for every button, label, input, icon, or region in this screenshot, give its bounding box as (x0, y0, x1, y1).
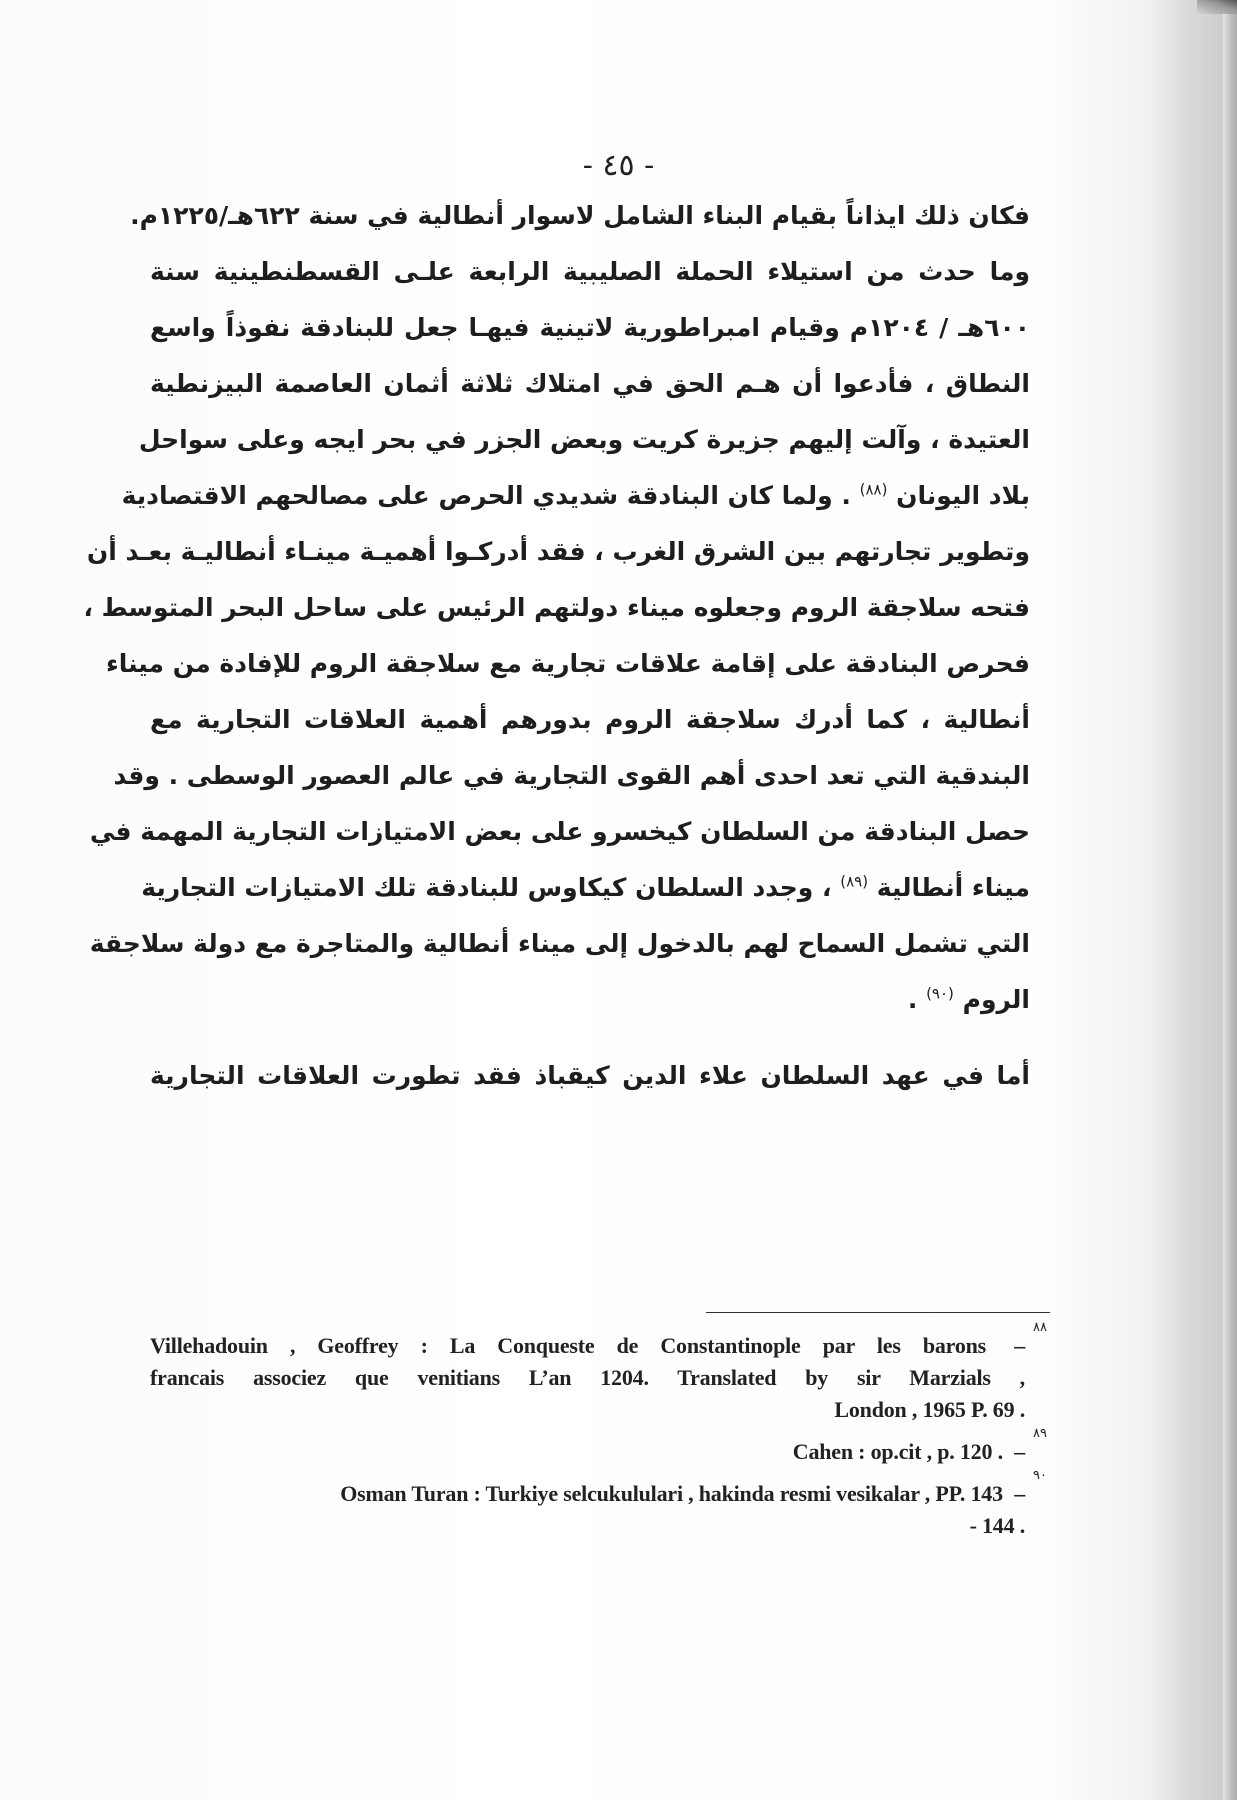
footnote-line: - 144 . (969, 1513, 1025, 1538)
footnote-ref-88[interactable]: (٨٨) (859, 480, 888, 499)
footnote-line: francais associez que venitians L’an 1204. Translated by sir Marzials , (150, 1365, 1025, 1390)
text-line-content: وما حدث من استيلاء الحملة الصليبية الرابعة علـى القسطنطينية سنة (150, 257, 1030, 286)
page-binding-edge (1223, 0, 1237, 1800)
text-line-content: أما في عهد السلطان علاء الدين كيقباذ فقد تطورت العلاقات التجارية (150, 1061, 1030, 1090)
text-line (138, 412, 1030, 468)
text-line (89, 916, 1030, 972)
text-line-content: الروم (962, 985, 1030, 1014)
footnote-number: ٩٠ (1033, 1468, 1047, 1483)
footnote-separator (706, 1312, 1050, 1313)
footnote-line (150, 1478, 1025, 1510)
text-line-content: ٦٠٠هـ / ١٢٠٤م وقيام امبراطورية لاتينية فيهـا جعل للبنادقة نفوذاً واسع (150, 313, 1030, 342)
text-segment (122, 468, 1030, 524)
footnote-dash: – (1014, 1333, 1025, 1358)
footnote-number: ٨٨ (1033, 1320, 1047, 1335)
footnote-line: London , 1965 P. 69 . (834, 1397, 1025, 1422)
footnote-ref-90[interactable]: (٩٠) (926, 984, 954, 1003)
footnote-dash: – (1014, 1439, 1025, 1464)
text-line-content: فكان ذلك ايذاناً بقيام البناء الشامل لاسوار أنطالية في سنة ٦٢٢هـ/١٢٢٥م. (130, 201, 1030, 230)
text-line-content: بلاد اليونان (896, 481, 1030, 510)
footnote-line (150, 1436, 1025, 1468)
footnote-88 (150, 1320, 1047, 1426)
text-line-content: . ولما كان البنادقة شديدي الحرص على مصالحهم الاقتصادية (121, 481, 851, 510)
text-line-with-ref-90 (150, 972, 1030, 1028)
text-line-content: ، وجدد السلطان كيكاوس للبنادقة تلك الامتيازات التجارية (141, 873, 832, 902)
text-line-content: النطاق ، فأدعوا أن هـم الحق في امتلاك ثلاثة أثمان العاصمة البيزنطية (150, 369, 1030, 398)
body-text (83, 188, 1030, 1104)
text-line (150, 244, 1030, 300)
text-line-content: التي تشمل السماح لهم بالدخول إلى ميناء أنطالية والمتاجرة مع دولة سلاجقة (89, 929, 1030, 958)
footnote-line (150, 1330, 1025, 1362)
text-line-content: البندقية التي تعد احدى أهم القوى التجارية في عالم العصور الوسطى . وقد (113, 761, 1030, 790)
page-corner-shadow (1197, 0, 1237, 14)
text-line (83, 580, 1030, 636)
text-line (150, 300, 1030, 356)
text-line (150, 356, 1030, 412)
text-line (105, 636, 1030, 692)
footnote-89 (150, 1426, 1047, 1468)
text-line (86, 524, 1030, 580)
text-segment (141, 860, 1030, 916)
footnotes (150, 1320, 1047, 1552)
text-line-content: ميناء أنطالية (876, 873, 1030, 902)
text-line-content: العتيدة ، وآلت إليهم جزيرة كريت وبعض الجزر في بحر ايجه وعلى سواحل (138, 425, 1030, 454)
text-line-content: وتطوير تجارتهم بين الشرق الغرب ، فقد أدركـوا أهميـة مينـاء أنطاليـة بعـد أن (86, 537, 1030, 566)
text-line-content: فتحه سلاجقة الروم وجعلوه ميناء دولتهم الرئيس على ساحل البحر المتوسط ، (83, 593, 1030, 622)
text-segment (908, 972, 1030, 1028)
text-line-with-ref-89 (141, 860, 1030, 916)
text-line-content: فحرص البنادقة على إقامة علاقات تجارية مع سلاجقة الروم للإفادة من ميناء (105, 649, 1030, 678)
footnote-ref-89[interactable]: (٨٩) (840, 872, 869, 891)
footnote-90 (150, 1468, 1047, 1542)
text-line (130, 188, 1030, 244)
text-line-content: أنطالية ، كما أدرك سلاجقة الروم بدورهم أهمية العلاقات التجارية مع (150, 705, 1030, 734)
text-line (150, 692, 1030, 748)
page-number: - ٤٥ - (582, 148, 655, 183)
period: . (907, 985, 918, 1014)
text-line (150, 1048, 1030, 1104)
text-line (89, 804, 1030, 860)
footnote-text: Villehadouin , Geoffrey : La Conqueste de Constantinople par les barons (150, 1333, 987, 1358)
text-line-content: حصل البنادقة من السلطان كيخسرو على بعض الامتيازات التجارية المهمة في (89, 817, 1030, 846)
footnote-text: Osman Turan : Turkiye selcukululari , hakinda resmi vesikalar , PP. 143 (340, 1481, 1003, 1506)
paragraph-gap (150, 1028, 1030, 1048)
footnote-text: Cahen : op.cit , p. 120 . (792, 1439, 1003, 1464)
footnote-number: ٨٩ (1033, 1426, 1047, 1441)
text-line-with-ref-88 (121, 468, 1030, 524)
text-line (113, 748, 1030, 804)
footnote-dash: – (1014, 1481, 1025, 1506)
